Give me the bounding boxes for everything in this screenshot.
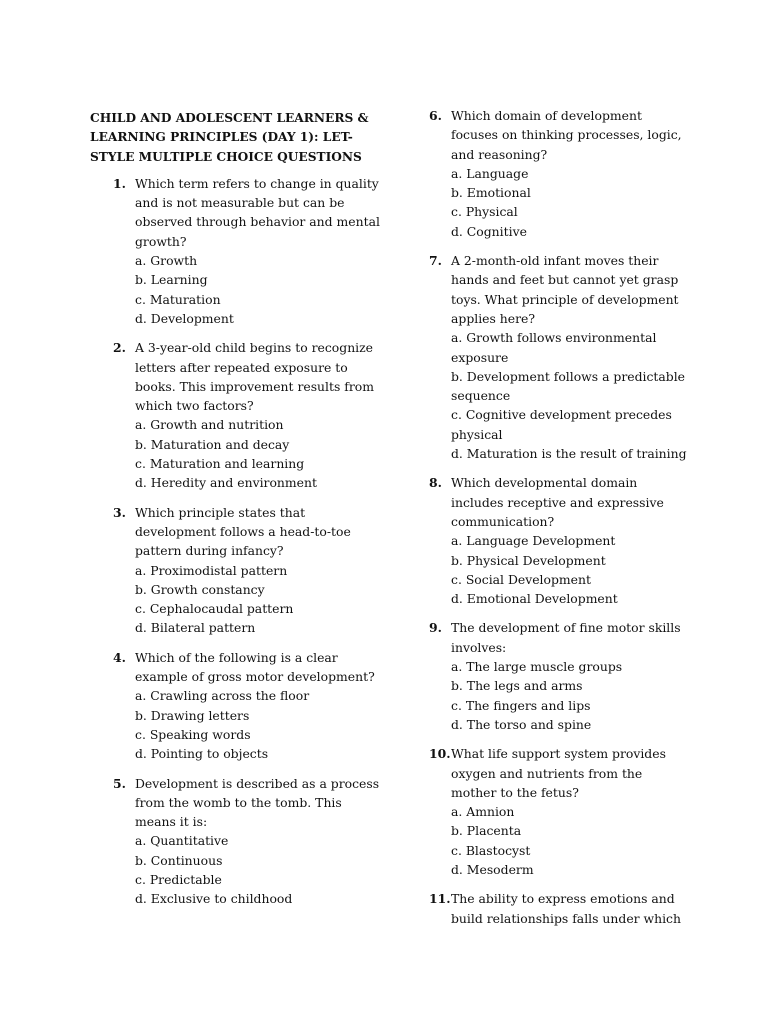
answer-option-a: a. Growth [135,253,198,269]
answer-option-b: b. Physical Development [451,552,606,568]
answer-option-a: a. The large muscle groups [451,659,623,675]
question-number: 3. [113,504,126,520]
question-7 [429,251,691,463]
answer-option-a: a. Quantitative [135,833,229,849]
answer-option-c: c. Predictable [135,871,222,887]
question-number: 1. [113,175,126,191]
question-number: 11. [429,891,451,907]
question-stem: The development of fine motor skills involves: [451,620,681,655]
question-9 [429,618,691,734]
answer-option-b: b. Drawing letters [135,707,250,723]
answer-option-a: a. Growth follows environmental exposure [451,330,657,365]
answer-option-d: d. Emotional Development [451,591,618,607]
question-10 [429,744,691,879]
answer-option-d: d. The torso and spine [451,716,592,732]
left-column [90,106,380,919]
question-stem: Which term refers to change in quality and is not measurable but can be observed through behavior and mental growth? [135,175,380,249]
question-number: 8. [429,475,442,491]
question-4 [90,648,380,764]
answer-option-c: c. The fingers and lips [451,697,591,713]
answer-option-b: b. Continuous [135,852,223,868]
answer-option-d: d. Bilateral pattern [135,620,256,636]
question-number: 2. [113,340,126,356]
answer-option-c: c. Cognitive development precedes physical [451,407,672,442]
answer-option-a: a. Language [451,165,529,181]
answer-option-b: b. Maturation and decay [135,436,290,452]
answer-option-c: c. Social Development [451,571,591,587]
answer-option-d: d. Heredity and environment [135,475,317,491]
answer-option-b: b. Emotional [451,185,531,201]
answer-option-c: c. Speaking words [135,726,251,742]
answer-option-b: b. The legs and arms [451,678,583,694]
question-8 [429,473,691,608]
question-stem: Development is described as a process from the womb to the tomb. This means it is: [135,775,380,830]
answer-option-c: c. Maturation and learning [135,456,305,472]
answer-option-b: b. Placenta [451,823,522,839]
answer-option-a: a. Crawling across the floor [135,688,310,704]
question-number: 5. [113,775,126,791]
answer-option-d: d. Mesoderm [451,861,534,877]
question-stem: A 2-month-old infant moves their hands and feet but cannot yet grasp toys. What principle of development applies here? [451,253,679,326]
answer-option-c: c. Cephalocaudal pattern [135,601,294,617]
question-number: 10. [429,746,451,762]
question-2 [90,338,380,492]
question-stem: Which principle states that development follows a head-to-toe pattern during infancy? [135,504,351,559]
question-number: 4. [113,649,126,665]
question-stem: What life support system provides oxygen and nutrients from the mother to the fetus? [451,746,666,800]
question-stem: Which developmental domain includes receptive and expressive communication? [451,475,664,529]
question-number: 7. [429,253,442,269]
right-column [429,106,691,938]
answer-option-a: a. Growth and nutrition [135,417,284,433]
answer-option-d: d. Development [135,310,234,326]
question-stem: Which of the following is a clear example of gross motor development? [135,649,375,685]
question-stem: Which domain of development focuses on thinking processes, logic, and reasoning? [451,108,682,162]
question-1 [90,174,380,328]
question-3 [90,503,380,638]
document-title: CHILD AND ADOLESCENT LEARNERS & LEARNING PRINCIPLES (DAY 1): LET-STYLE MULTIPLE CHOICE QUESTIONS [90,111,369,164]
answer-option-a: a. Language Development [451,533,616,549]
answer-option-b: b. Growth constancy [135,581,265,597]
answer-option-a: a. Amnion [451,804,515,820]
answer-option-c: c. Maturation [135,291,221,307]
answer-option-d: d. Cognitive [451,223,527,239]
answer-option-d: d. Exclusive to childhood [135,891,293,907]
answer-option-a: a. Proximodistal pattern [135,562,288,578]
answer-option-b: b. Development follows a predictable sequence [451,368,686,404]
question-stem: A 3-year-old child begins to recognize letters after repeated exposure to books. This improvement results from which two factors? [135,340,374,414]
question-stem: The ability to express emotions and build relationships falls under which [451,891,681,926]
question-number: 9. [429,620,442,636]
answer-option-b: b. Learning [135,272,208,288]
answer-option-d: d. Pointing to objects [135,746,269,762]
question-6 [429,106,691,241]
answer-option-d: d. Maturation is the result of training [451,446,687,462]
question-number: 6. [429,108,442,123]
question-11 [429,889,691,928]
answer-option-c: c. Physical [451,204,518,220]
question-5 [90,774,380,909]
answer-option-c: c. Blastocyst [451,842,531,858]
